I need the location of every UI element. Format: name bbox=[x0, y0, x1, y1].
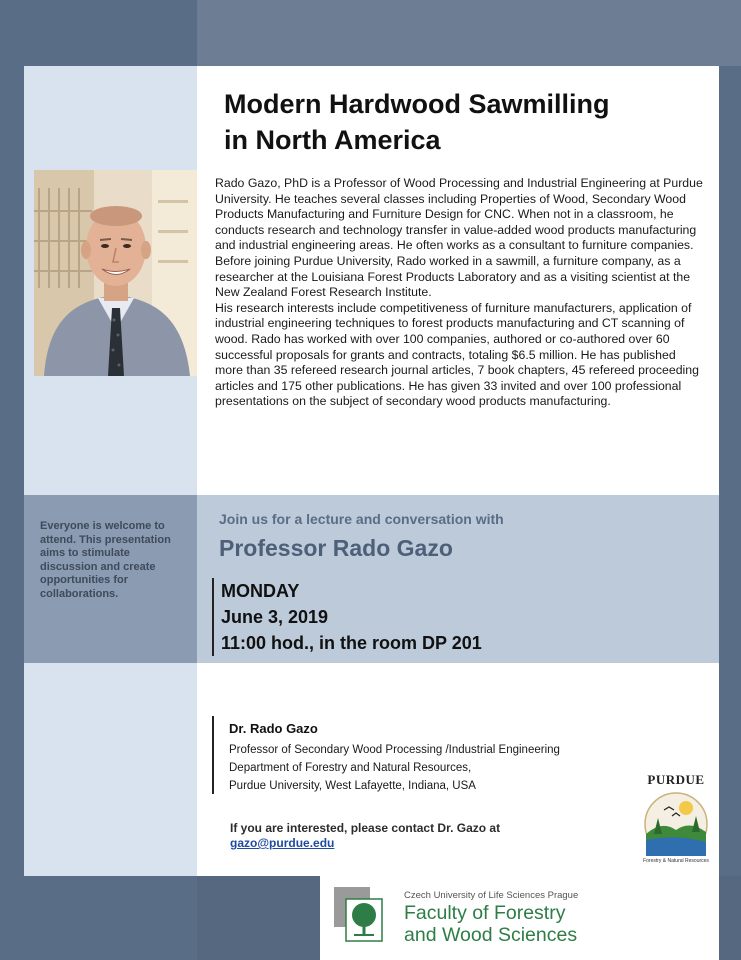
speaker-name-heading: Professor Rado Gazo bbox=[219, 535, 453, 561]
contact-line: Department of Forestry and Natural Resources, bbox=[229, 762, 472, 774]
welcome-note: Everyone is welcome to attend. This presentation aims to stimulate discussion and create opportunities for collaborations. bbox=[40, 520, 171, 600]
divider-line bbox=[212, 716, 214, 794]
purdue-logo-name: PURDUE bbox=[647, 772, 705, 787]
faculty-university: Czech University of Life Sciences Prague bbox=[404, 890, 579, 901]
purdue-logo-subtitle: Forestry & Natural Resources bbox=[643, 858, 709, 864]
title-line-2: in North America bbox=[224, 125, 441, 155]
event-day: MONDAY bbox=[221, 581, 300, 601]
speaker-photo bbox=[34, 170, 197, 376]
bio-paragraph: Rado Gazo, PhD is a Professor of Wood Processing and Industrial Engineering at Purdue University. He teaches several classes including Properties of Wood, Secondary Wood Products Manufacturing and Furniture Design for CNC. When not in a classroom, he conducts research and technology transfer in value-added wood products manufacturing and industrial engineering areas. He often works as a consultant to furniture companies. bbox=[215, 176, 703, 253]
email-link[interactable]: gazo@purdue.edu bbox=[230, 836, 335, 850]
faculty-name bbox=[404, 902, 577, 946]
contact-name: Dr. Rado Gazo bbox=[229, 721, 318, 736]
event-schedule bbox=[221, 578, 482, 656]
speaker-bio bbox=[215, 176, 707, 410]
contact-affiliation bbox=[229, 741, 560, 795]
poster-title bbox=[224, 86, 704, 158]
faculty-tree-icon bbox=[334, 887, 384, 943]
background-block-top bbox=[197, 0, 741, 66]
join-invitation: Join us for a lecture and conversation with bbox=[219, 511, 504, 527]
faculty-name-line: Faculty of Forestry bbox=[404, 902, 566, 924]
event-time-room: 11:00 hod., in the room DP 201 bbox=[221, 633, 482, 653]
title-line-1: Modern Hardwood Sawmilling bbox=[224, 89, 610, 119]
contact-line: Professor of Secondary Wood Processing /Industrial Engineering bbox=[229, 744, 560, 756]
purdue-logo bbox=[638, 772, 714, 862]
bio-paragraph: Before joining Purdue University, Rado worked in a sawmill, a furniture company, as a researcher at the Louisiana Forest Products Laboratory and as a visiting scientist at the New Zealand Forest Research Institute. bbox=[215, 253, 691, 300]
contact-line: Purdue University, West Lafayette, Indiana, USA bbox=[229, 780, 476, 792]
purdue-landscape-icon bbox=[642, 790, 710, 856]
bio-paragraph: His research interests include competitiveness of furniture manufacturers, application of industrial engineering techniques to forest products manufacturing and CT scanning of wood. Rado has worked with over 100 companies, authored or co-authored over 60 successful proposals for grants and contracts, totaling $6.5 million. He has published more than 35 refereed research journal articles, 7 book chapters, 45 refereed proceeding articles and 175 other publications. He has given 33 invited and over 100 professional presentations on the subject of secondary wood products manufacturing. bbox=[215, 300, 699, 409]
contact-invitation: If you are interested, please contact Dr. Gazo at bbox=[230, 821, 501, 835]
event-date: June 3, 2019 bbox=[221, 607, 329, 627]
faculty-name-line: and Wood Sciences bbox=[404, 924, 578, 946]
divider-line bbox=[212, 578, 214, 656]
